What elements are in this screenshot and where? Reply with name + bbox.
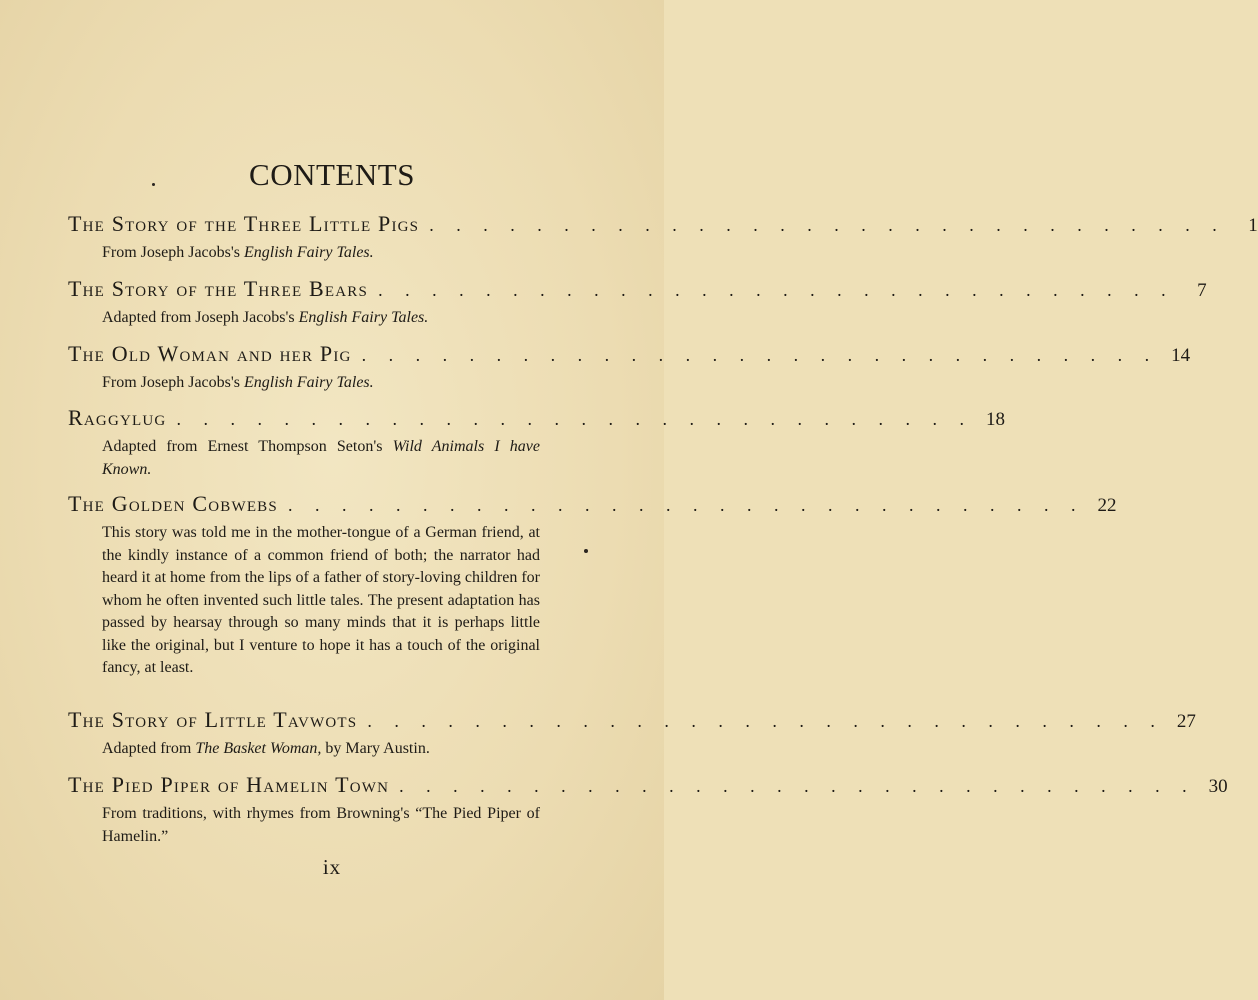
toc-entry-page: 1 (1248, 215, 1258, 236)
toc-entry-page: 18 (985, 409, 1005, 430)
toc-entry (68, 772, 1228, 848)
note-italic-text: English Fairy Tales. (244, 244, 374, 261)
toc-entry-line (68, 211, 1258, 237)
note-italic-text: English Fairy Tales. (244, 374, 374, 391)
note-text: From traditions, with rhymes from Browning's “The Pied Piper of Hamelin.” (102, 805, 540, 845)
toc-entry-line (68, 491, 1117, 517)
note-text: This story was told me in the mother-tongue of a German friend, at the kindly instance of a common friend of both; the narrator had heard it at home from the lips of a father of story-loving children for whom he often invented such little tales. The present adaptation has passed by hearsay through so many minds that it is perhaps little like the original, but I venture to hope it has a touch of the original fancy, at least. (102, 524, 540, 676)
toc-entry-note (102, 242, 578, 265)
toc-entry-page: 14 (1171, 345, 1191, 366)
note-text: From Joseph Jacobs's (102, 244, 244, 261)
dot-leader: . . . . . . . . . . . . . . . . . . . . . . . . . . . . . . (176, 409, 973, 429)
toc-entry-title: The Story of Little Tavwots (68, 707, 358, 732)
note-italic-text: English Fairy Tales. (298, 309, 429, 326)
toc-entry (68, 491, 1117, 680)
toc-entry-note (102, 372, 578, 395)
note-text: Adapted from Joseph Jacobs's (102, 309, 299, 326)
toc-entry-note (102, 738, 578, 761)
toc-entry (68, 211, 1258, 265)
toc-entry-note (102, 803, 540, 848)
toc-entry-page: 22 (1097, 495, 1117, 516)
toc-entry (68, 276, 1207, 330)
paper-speck (584, 549, 588, 553)
toc-entry-page: 27 (1176, 711, 1196, 732)
note-text: From Joseph Jacobs's (102, 374, 244, 391)
paper-speck (152, 183, 155, 186)
note-text: Adapted from Ernest Thompson Seton's (102, 438, 393, 455)
toc-entry (68, 341, 1191, 395)
toc-entry-note (102, 436, 540, 481)
dot-leader: . . . . . . . . . . . . . . . . . . . . . . . . . . . . . . (378, 280, 1175, 300)
toc-entry-page: 7 (1197, 280, 1207, 301)
toc-entry-line (68, 341, 1191, 367)
toc-entry-title: The Story of the Three Bears (68, 276, 369, 301)
dot-leader: . . . . . . . . . . . . . . . . . . . . . . . . . . . . . . (429, 215, 1226, 235)
toc-entry-note (102, 522, 540, 680)
toc-entry-line (68, 405, 1005, 431)
toc-entry-page: 30 (1208, 776, 1228, 797)
toc-entry-title: The Story of the Three Little Pigs (68, 211, 420, 236)
note-italic-text: The Basket Woman, (195, 740, 322, 757)
page-number: ix (322, 855, 342, 879)
toc-entry-title: The Pied Piper of Hamelin Town (68, 772, 390, 797)
dot-leader: . . . . . . . . . . . . . . . . . . . . . . . . . . . . . . (399, 776, 1196, 796)
note-text: by Mary Austin. (321, 740, 430, 757)
dot-leader: . . . . . . . . . . . . . . . . . . . . . . . . . . . . . . (367, 711, 1164, 731)
dot-leader: . . . . . . . . . . . . . . . . . . . . . . . . . . . . . . (361, 345, 1159, 365)
toc-entry-line (68, 707, 1196, 733)
toc-entry (68, 707, 1196, 761)
dot-leader: . . . . . . . . . . . . . . . . . . . . . . . . . . . . . . (287, 495, 1085, 515)
toc-entry-title: The Golden Cobwebs (68, 491, 278, 516)
note-italic-text: Wild Animals I have Known. (102, 438, 541, 478)
toc-entry-note (102, 307, 578, 330)
toc-entry-title: Raggylug (68, 405, 167, 430)
page-title: CONTENTS (249, 157, 415, 192)
note-text: Adapted from (102, 740, 196, 757)
toc-entry-title: The Old Woman and her Pig (68, 341, 352, 366)
toc-entry-line (68, 276, 1207, 302)
toc-entry (68, 405, 1005, 481)
toc-entry-line (68, 772, 1228, 798)
